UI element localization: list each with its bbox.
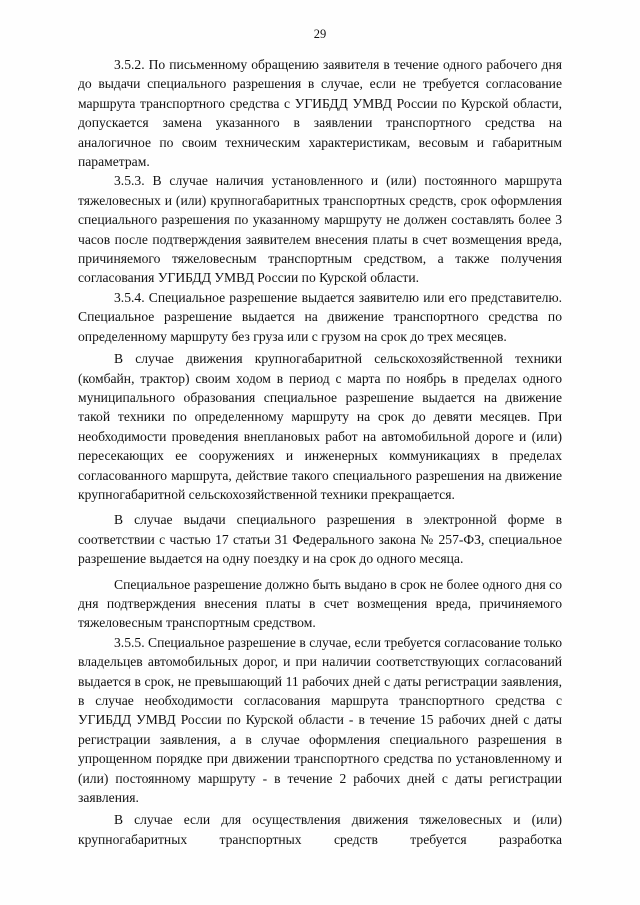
document-body xyxy=(78,55,562,849)
paragraph-3-5-3: 3.5.3. В случае наличия установленного и (или) постоянного маршрута тяжеловесных и (или) крупногабаритных транспортных средств, срок оформления специального разрешения по указанному маршруту не должен составлять более 3 часов после подтверждения заявителем внесения платы в счет возмещения вреда, причиняемого тяжеловесным транспортным средством, а также получения согласования УГИБДД УМВД России по Курской области. xyxy=(78,173,562,286)
paragraph-3-5-5: 3.5.5. Специальное разрешение в случае, если требуется согласование только владельцев автомобильных дорог, и при наличии соответствующих согласований выдается в срок, не превышающий 11 рабочих дней с даты регистрации заявления, в случае необходимости согласования маршрута транспортного средства с УГИБДД УМВД России по Курской области - в течение 15 рабочих дней с даты регистрации заявления, а в случае оформления специального разрешения в упрощенном порядке при движении транспортного средства по установленному и (или) постоянному маршруту - в течение 2 рабочих дней с даты регистрации заявления. xyxy=(78,634,562,806)
page-number: 29 xyxy=(313,27,327,41)
paragraph-route-development: В случае если для осуществления движения тяжеловесных и (или) крупногабаритных транспортных средств требуется разработка xyxy=(78,812,562,847)
paragraph-issue-deadline: Специальное разрешение должно быть выдано в срок не более одного дня со дня подтверждения внесения платы в счет возмещения вреда, причиняемого тяжеловесным транспортным средством. xyxy=(78,576,562,631)
paragraph-electronic-form: В случае выдачи специального разрешения в электронной форме в соответствии с частью 17 статьи 31 Федерального закона № 257-ФЗ, специальное разрешение выдается на одну поездку и на срок до одного месяца. xyxy=(78,512,562,567)
paragraph-3-5-4: 3.5.4. Специальное разрешение выдается заявителю или его представителю. Специальное разрешение выдается на движение транспортного средства по определенному маршруту без груза или с грузом на срок до трех месяцев. xyxy=(78,289,562,344)
paragraph-agricultural-machinery: В случае движения крупногабаритной сельскохозяйственной техники (комбайн, трактор) своим ходом в период с марта по ноябрь в пределах одного муниципального образования специальное разрешение выдается на движение такой техники по определенному маршруту на срок до девяти месяцев. При необходимости проведения внеплановых работ на автомобильной дороге и (или) пересекающих ее сооружениях и инженерных коммуникациях в пределах согласованного маршрута, действие такого специального разрешения на движение крупногабаритной сельскохозяйственной техники прекращается. xyxy=(78,351,562,502)
paragraph-3-5-2: 3.5.2. По письменному обращению заявителя в течение одного рабочего дня до выдачи специального разрешения в случае, если не требуется согласование маршрута транспортного средства с УГИБДД УМВД России по Курской области, допускается замена указанного в заявлении транспортного средства на аналогичное по своим техническим характеристикам, весовым и габаритным параметрам. xyxy=(78,57,562,170)
